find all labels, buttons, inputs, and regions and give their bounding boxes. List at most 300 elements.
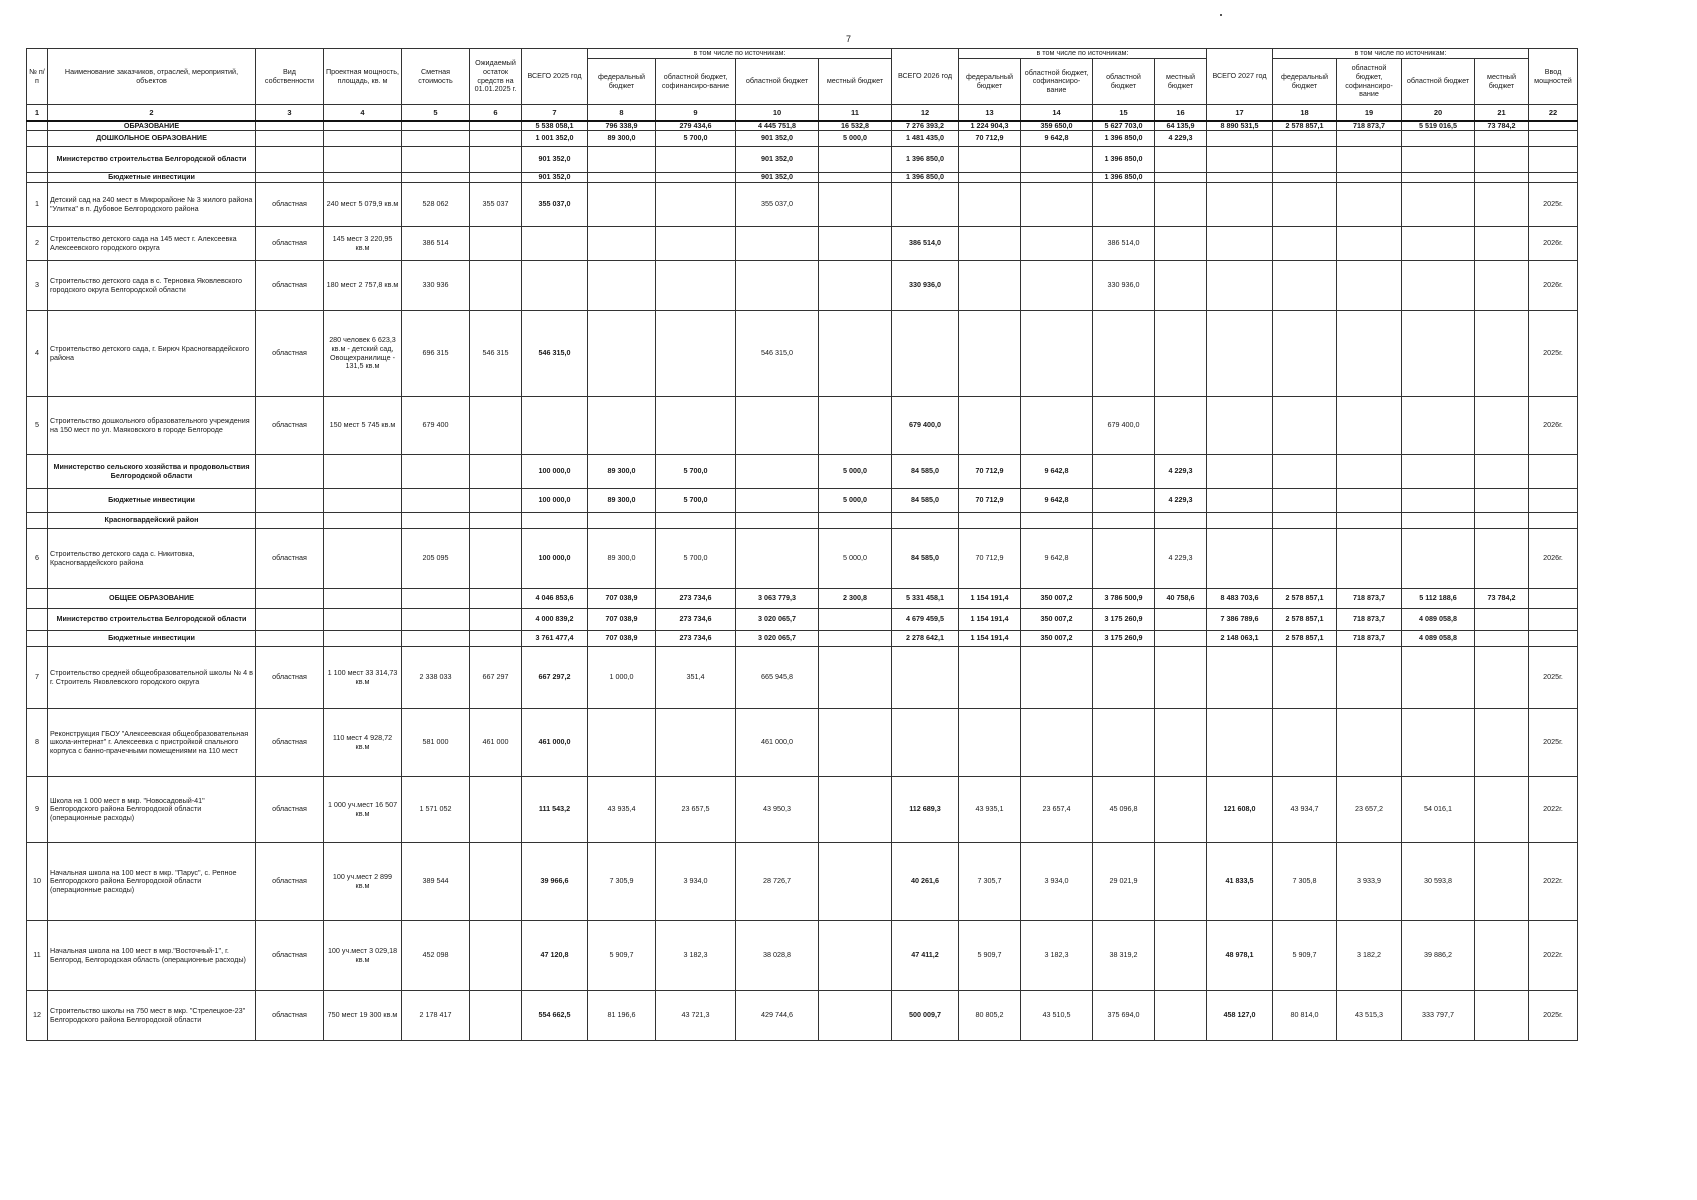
value-cell: 9 642,8	[1021, 489, 1093, 513]
row-name: Строительство детского сада, г. Бирюч Красногвардейского района	[48, 311, 256, 397]
value-cell: 43 935,4	[588, 777, 656, 843]
value-cell: 1 224 904,3	[959, 121, 1021, 131]
value-cell: 679 400,0	[892, 397, 959, 455]
value-cell	[1475, 513, 1529, 529]
value-cell: 2 578 857,1	[1273, 121, 1337, 131]
intro-year-cell: 2022г.	[1529, 843, 1578, 921]
value-cell: 3 182,3	[1021, 921, 1093, 991]
row-number: 4	[27, 311, 48, 397]
value-cell: 1 154 191,4	[959, 631, 1021, 647]
value-cell	[1021, 227, 1093, 261]
value-cell: 5 909,7	[1273, 921, 1337, 991]
hdr-local-2027: местный бюджет	[1475, 59, 1529, 105]
value-cell	[402, 131, 470, 147]
hdr-obl-2027: областной бюджет	[1402, 59, 1475, 105]
capacity-cell	[324, 609, 402, 631]
value-cell: 100 000,0	[522, 489, 588, 513]
value-cell	[736, 529, 819, 589]
value-cell: 39 966,6	[522, 843, 588, 921]
value-cell: 386 514,0	[1093, 227, 1155, 261]
value-cell	[470, 631, 522, 647]
value-cell	[1093, 311, 1155, 397]
value-cell: 4 089 058,8	[1402, 609, 1475, 631]
value-cell	[1273, 397, 1337, 455]
row-number: 12	[27, 991, 48, 1041]
value-cell	[1207, 513, 1273, 529]
row-number	[27, 131, 48, 147]
value-cell	[819, 991, 892, 1041]
hdr-fed-2026: федеральный бюджет	[959, 59, 1021, 105]
column-number: 21	[1475, 105, 1529, 121]
value-cell: 54 016,1	[1402, 777, 1475, 843]
value-cell	[736, 397, 819, 455]
value-cell: 546 315	[470, 311, 522, 397]
hdr-obl-2025: областной бюджет	[736, 59, 819, 105]
value-cell: 5 519 016,5	[1402, 121, 1475, 131]
value-cell: 273 734,6	[656, 631, 736, 647]
intro-year-cell	[1529, 489, 1578, 513]
value-cell: 28 726,7	[736, 843, 819, 921]
value-cell	[819, 777, 892, 843]
value-cell	[1207, 227, 1273, 261]
hdr-cofin-2025: областной бюджет, софинансиро-вание	[656, 59, 736, 105]
intro-year-cell: 2025г.	[1529, 183, 1578, 227]
value-cell: 901 352,0	[522, 173, 588, 183]
value-cell	[470, 397, 522, 455]
value-cell	[402, 609, 470, 631]
value-cell: 5 112 188,6	[1402, 589, 1475, 609]
column-number: 14	[1021, 105, 1093, 121]
value-cell	[402, 121, 470, 131]
table-row	[27, 529, 1578, 589]
hdr-sources-2027: в том числе по источникам:	[1273, 49, 1529, 59]
value-cell: 2 578 857,1	[1273, 609, 1337, 631]
value-cell	[1475, 227, 1529, 261]
intro-year-cell	[1529, 609, 1578, 631]
value-cell	[1337, 529, 1402, 589]
value-cell	[522, 513, 588, 529]
capacity-cell	[324, 173, 402, 183]
value-cell: 40 261,6	[892, 843, 959, 921]
table-row	[27, 227, 1578, 261]
intro-year-cell	[1529, 131, 1578, 147]
value-cell	[402, 147, 470, 173]
hdr-intro: Ввод мощностей	[1529, 49, 1578, 105]
intro-year-cell	[1529, 513, 1578, 529]
value-cell: 273 734,6	[656, 589, 736, 609]
value-cell	[588, 513, 656, 529]
row-name: Строительство детского сада на 145 мест г. Алексеевка Алексеевского городского округа	[48, 227, 256, 261]
value-cell	[819, 261, 892, 311]
value-cell	[656, 173, 736, 183]
value-cell	[1155, 777, 1207, 843]
row-name: Школа на 1 000 мест в мкр. "Новосадовый-41" Белгородского района Белгородской области (операционные расходы)	[48, 777, 256, 843]
intro-year-cell: 2025г.	[1529, 709, 1578, 777]
value-cell: 901 352,0	[736, 147, 819, 173]
ownership-cell	[256, 489, 324, 513]
value-cell	[1475, 921, 1529, 991]
value-cell: 665 945,8	[736, 647, 819, 709]
value-cell: 112 689,3	[892, 777, 959, 843]
table-row	[27, 183, 1578, 227]
value-cell	[1475, 777, 1529, 843]
value-cell	[470, 173, 522, 183]
value-cell: 2 278 642,1	[892, 631, 959, 647]
value-cell: 796 338,9	[588, 121, 656, 131]
section-row	[27, 131, 1578, 147]
column-number: 3	[256, 105, 324, 121]
section-row	[27, 455, 1578, 489]
value-cell: 3 933,9	[1337, 843, 1402, 921]
value-cell	[1475, 131, 1529, 147]
value-cell: 7 386 789,6	[1207, 609, 1273, 631]
value-cell: 667 297,2	[522, 647, 588, 709]
row-name: ОБРАЗОВАНИЕ	[48, 121, 256, 131]
value-cell	[1475, 261, 1529, 311]
intro-year-cell	[1529, 455, 1578, 489]
value-cell	[892, 647, 959, 709]
row-name: ДОШКОЛЬНОЕ ОБРАЗОВАНИЕ	[48, 131, 256, 147]
hdr-sources-2025: в том числе по источникам:	[588, 49, 892, 59]
value-cell: 80 805,2	[959, 991, 1021, 1041]
value-cell: 23 657,2	[1337, 777, 1402, 843]
section-row	[27, 631, 1578, 647]
value-cell	[470, 227, 522, 261]
value-cell: 41 833,5	[1207, 843, 1273, 921]
value-cell	[1402, 513, 1475, 529]
value-cell	[588, 709, 656, 777]
value-cell: 29 021,9	[1093, 843, 1155, 921]
column-number: 22	[1529, 105, 1578, 121]
column-number: 6	[470, 105, 522, 121]
section-row	[27, 121, 1578, 131]
value-cell	[1475, 843, 1529, 921]
value-cell	[1207, 397, 1273, 455]
value-cell	[1475, 147, 1529, 173]
value-cell: 2 578 857,1	[1273, 631, 1337, 647]
value-cell: 461 000,0	[736, 709, 819, 777]
ownership-cell	[256, 173, 324, 183]
column-number: 1	[27, 105, 48, 121]
value-cell	[819, 609, 892, 631]
value-cell	[1273, 147, 1337, 173]
intro-year-cell: 2022г.	[1529, 777, 1578, 843]
table-row	[27, 311, 1578, 397]
row-number: 3	[27, 261, 48, 311]
value-cell	[656, 183, 736, 227]
value-cell: 718 873,7	[1337, 589, 1402, 609]
value-cell	[736, 261, 819, 311]
intro-year-cell	[1529, 589, 1578, 609]
column-number: 12	[892, 105, 959, 121]
row-number	[27, 589, 48, 609]
value-cell: 1 396 850,0	[892, 147, 959, 173]
value-cell	[402, 173, 470, 183]
value-cell: 1 154 191,4	[959, 589, 1021, 609]
value-cell	[1155, 173, 1207, 183]
capacity-cell	[324, 589, 402, 609]
value-cell	[470, 121, 522, 131]
value-cell: 73 784,2	[1475, 589, 1529, 609]
value-cell: 1 396 850,0	[1093, 131, 1155, 147]
capacity-cell: 150 мест 5 745 кв.м	[324, 397, 402, 455]
column-number: 13	[959, 105, 1021, 121]
hdr-total-2026: ВСЕГО 2026 год	[892, 49, 959, 105]
value-cell: 5 000,0	[819, 131, 892, 147]
ownership-cell	[256, 147, 324, 173]
value-cell	[736, 489, 819, 513]
value-cell	[1207, 709, 1273, 777]
value-cell	[656, 397, 736, 455]
value-cell: 707 038,9	[588, 589, 656, 609]
value-cell: 43 515,3	[1337, 991, 1402, 1041]
value-cell: 100 000,0	[522, 455, 588, 489]
value-cell: 330 936,0	[1093, 261, 1155, 311]
value-cell: 718 873,7	[1337, 121, 1402, 131]
value-cell	[1021, 709, 1093, 777]
value-cell	[470, 589, 522, 609]
ownership-cell: областная	[256, 529, 324, 589]
value-cell	[959, 397, 1021, 455]
row-name: Строительство дошкольного образовательного учреждения на 150 мест по ул. Маяковского в городе Белгороде	[48, 397, 256, 455]
value-cell: 355 037	[470, 183, 522, 227]
column-number: 19	[1337, 105, 1402, 121]
value-cell	[959, 261, 1021, 311]
intro-year-cell	[1529, 173, 1578, 183]
value-cell	[1273, 183, 1337, 227]
value-cell: 43 950,3	[736, 777, 819, 843]
value-cell: 3 020 065,7	[736, 609, 819, 631]
row-name: Красногвардейский район	[48, 513, 256, 529]
value-cell	[470, 147, 522, 173]
value-cell: 718 873,7	[1337, 609, 1402, 631]
value-cell	[892, 311, 959, 397]
value-cell: 43 721,3	[656, 991, 736, 1041]
capacity-cell: 1 100 мест 33 314,73 кв.м	[324, 647, 402, 709]
value-cell	[819, 397, 892, 455]
value-cell: 333 797,7	[1402, 991, 1475, 1041]
value-cell: 5 700,0	[656, 489, 736, 513]
value-cell: 386 514	[402, 227, 470, 261]
value-cell	[656, 513, 736, 529]
value-cell: 500 009,7	[892, 991, 959, 1041]
value-cell	[1155, 991, 1207, 1041]
section-row	[27, 609, 1578, 631]
row-number: 1	[27, 183, 48, 227]
table-row	[27, 397, 1578, 455]
value-cell: 4 229,3	[1155, 529, 1207, 589]
ownership-cell: областная	[256, 709, 324, 777]
intro-year-cell: 2026г.	[1529, 227, 1578, 261]
value-cell	[588, 183, 656, 227]
value-cell	[470, 843, 522, 921]
table-row	[27, 777, 1578, 843]
value-cell	[1475, 529, 1529, 589]
row-number: 8	[27, 709, 48, 777]
intro-year-cell: 2026г.	[1529, 261, 1578, 311]
hdr-remainder: Ожидаемый остаток средств на 01.01.2025 г.	[470, 49, 522, 105]
value-cell: 679 400,0	[1093, 397, 1155, 455]
column-number: 9	[656, 105, 736, 121]
row-name: Начальная школа на 100 мест в мкр."Восточный-1", г. Белгород, Белгородская область (операционные расходы)	[48, 921, 256, 991]
row-number: 11	[27, 921, 48, 991]
value-cell	[656, 311, 736, 397]
value-cell: 554 662,5	[522, 991, 588, 1041]
value-cell: 43 510,5	[1021, 991, 1093, 1041]
value-cell: 386 514,0	[892, 227, 959, 261]
value-cell: 2 578 857,1	[1273, 589, 1337, 609]
value-cell: 64 135,9	[1155, 121, 1207, 131]
value-cell: 1 000,0	[588, 647, 656, 709]
hdr-cost: Сметная стоимость	[402, 49, 470, 105]
value-cell	[736, 513, 819, 529]
value-cell	[1475, 183, 1529, 227]
value-cell	[1475, 709, 1529, 777]
row-number	[27, 489, 48, 513]
value-cell: 2 148 063,1	[1207, 631, 1273, 647]
value-cell	[470, 455, 522, 489]
capacity-cell: 240 мест 5 079,9 кв.м	[324, 183, 402, 227]
value-cell	[588, 261, 656, 311]
value-cell	[1155, 311, 1207, 397]
value-cell: 89 300,0	[588, 455, 656, 489]
column-number: 17	[1207, 105, 1273, 121]
value-cell: 7 305,8	[1273, 843, 1337, 921]
value-cell	[1093, 709, 1155, 777]
value-cell: 273 734,6	[656, 609, 736, 631]
hdr-num: № п/п	[27, 49, 48, 105]
value-cell	[1402, 709, 1475, 777]
column-number: 8	[588, 105, 656, 121]
value-cell: 461 000	[470, 709, 522, 777]
capacity-cell: 110 мест 4 928,72 кв.м	[324, 709, 402, 777]
value-cell	[959, 647, 1021, 709]
intro-year-cell: 2025г.	[1529, 991, 1578, 1041]
value-cell: 461 000,0	[522, 709, 588, 777]
capacity-cell: 1 000 уч.мест 16 507 кв.м	[324, 777, 402, 843]
value-cell	[819, 921, 892, 991]
value-cell	[819, 311, 892, 397]
value-cell	[1273, 455, 1337, 489]
value-cell	[470, 921, 522, 991]
value-cell: 43 934,7	[1273, 777, 1337, 843]
row-name: Бюджетные инвестиции	[48, 631, 256, 647]
value-cell	[1273, 489, 1337, 513]
row-name: Строительство школы на 750 мест в мкр. "Стрелецкое-23" Белгородского района Белгородской области	[48, 991, 256, 1041]
value-cell	[1093, 647, 1155, 709]
value-cell	[819, 183, 892, 227]
value-cell	[1273, 311, 1337, 397]
intro-year-cell	[1529, 121, 1578, 131]
value-cell	[1337, 513, 1402, 529]
value-cell: 4 445 751,8	[736, 121, 819, 131]
hdr-ownership: Вид собственности	[256, 49, 324, 105]
value-cell	[1207, 147, 1273, 173]
value-cell	[1475, 455, 1529, 489]
section-row	[27, 513, 1578, 529]
value-cell	[1155, 609, 1207, 631]
value-cell	[588, 147, 656, 173]
value-cell	[1402, 147, 1475, 173]
hdr-fed-2025: федеральный бюджет	[588, 59, 656, 105]
section-row	[27, 589, 1578, 609]
value-cell	[1021, 311, 1093, 397]
value-cell	[1337, 311, 1402, 397]
value-cell	[1402, 489, 1475, 513]
value-cell	[1093, 529, 1155, 589]
value-cell: 47 120,8	[522, 921, 588, 991]
value-cell	[1475, 631, 1529, 647]
ownership-cell	[256, 513, 324, 529]
row-name: Министерство строительства Белгородской области	[48, 147, 256, 173]
value-cell	[656, 261, 736, 311]
row-number	[27, 147, 48, 173]
value-cell: 667 297	[470, 647, 522, 709]
table-row	[27, 843, 1578, 921]
value-cell	[1337, 261, 1402, 311]
value-cell	[1273, 647, 1337, 709]
value-cell: 696 315	[402, 311, 470, 397]
value-cell	[1337, 173, 1402, 183]
intro-year-cell: 2022г.	[1529, 921, 1578, 991]
value-cell: 84 585,0	[892, 455, 959, 489]
column-number: 2	[48, 105, 256, 121]
value-cell: 429 744,6	[736, 991, 819, 1041]
value-cell	[470, 529, 522, 589]
row-number: 9	[27, 777, 48, 843]
value-cell	[892, 513, 959, 529]
value-cell: 1 396 850,0	[1093, 173, 1155, 183]
value-cell: 73 784,2	[1475, 121, 1529, 131]
value-cell: 39 886,2	[1402, 921, 1475, 991]
value-cell: 38 028,8	[736, 921, 819, 991]
table-row	[27, 261, 1578, 311]
value-cell	[1337, 227, 1402, 261]
column-number: 10	[736, 105, 819, 121]
value-cell	[470, 777, 522, 843]
column-number: 4	[324, 105, 402, 121]
value-cell: 546 315,0	[522, 311, 588, 397]
value-cell: 70 712,9	[959, 131, 1021, 147]
row-name: Строительство средней общеобразовательной школы № 4 в г. Строитель Яковлевского городского округа	[48, 647, 256, 709]
value-cell: 9 642,8	[1021, 455, 1093, 489]
value-cell: 350 007,2	[1021, 589, 1093, 609]
value-cell	[1475, 397, 1529, 455]
capacity-cell	[324, 131, 402, 147]
value-cell	[1093, 489, 1155, 513]
value-cell	[892, 709, 959, 777]
value-cell: 5 000,0	[819, 529, 892, 589]
capacity-cell	[324, 513, 402, 529]
value-cell: 3 761 477,4	[522, 631, 588, 647]
value-cell	[1207, 311, 1273, 397]
hdr-obl-2026: областной бюджет	[1093, 59, 1155, 105]
value-cell	[402, 455, 470, 489]
value-cell	[1207, 647, 1273, 709]
ownership-cell: областная	[256, 311, 324, 397]
value-cell	[522, 227, 588, 261]
row-number: 10	[27, 843, 48, 921]
value-cell	[470, 261, 522, 311]
value-cell: 89 300,0	[588, 489, 656, 513]
value-cell	[402, 589, 470, 609]
value-cell: 3 020 065,7	[736, 631, 819, 647]
value-cell: 9 642,8	[1021, 529, 1093, 589]
intro-year-cell	[1529, 631, 1578, 647]
intro-year-cell	[1529, 147, 1578, 173]
value-cell	[1273, 131, 1337, 147]
value-cell: 350 007,2	[1021, 609, 1093, 631]
